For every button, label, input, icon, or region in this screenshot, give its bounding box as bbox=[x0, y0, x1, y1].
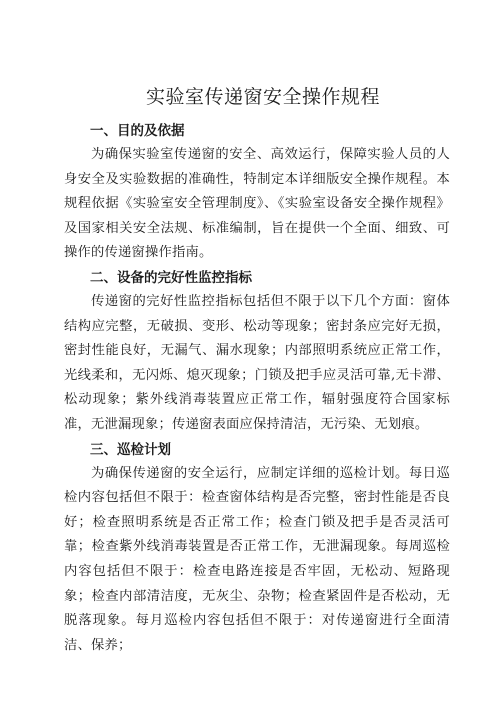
section-body-monitoring: 传递窗的完好性监控指标包括但不限于以下几个方面：窗体结构应完整，无破损、变形、松动等现象；密封条应完好无损，密封性能良好，无漏气、漏水现象；内部照明系统应正常工作，光线柔和，无闪烁、熄灭现象；门锁及把手应灵活可靠,无卡滞、松动现象；紫外线消毒装置应正常工作，辐射强度符合国家标准，无泄漏现象；传递窗表面应保持清洁，无污染、无划痕。 bbox=[64, 293, 450, 432]
section-heading-purpose: 一、目的及依据 bbox=[90, 123, 185, 139]
section-body-inspection: 为确保传递窗的安全运行，应制定详细的巡检计划。每日巡检内容包括但不限于：检查窗体结构是否完整，密封性能是否良好；检查照明系统是否正常工作；检查门锁及把手是否灵活可靠；检查紫外线消毒装置是否正常工作，无泄漏现象。每周巡检内容包括但不限于：检查电路连接是否牢固，无松动、短路现象；检查内部清洁度，无灰尘、杂物；检查紧固件是否松动，无脱落现象。每月巡检内容包括但不限于：对传递窗进行全面清洁、保养； bbox=[64, 465, 450, 653]
section-heading-inspection: 三、巡检计划 bbox=[90, 441, 171, 458]
document-title: 实验室传递窗安全操作规程 bbox=[145, 86, 380, 108]
section-body-purpose: 为确保实验室传递窗的安全、高效运行，保障实验人员的人身安全及实验数据的准确性，特制定本详细版安全操作规程。本规程依据《实验室安全管理制度》、《实验室设备安全操作规程》及国家相关安全法规、标准编制，旨在提供一个全面、细致、可操作的传递窗操作指南。 bbox=[64, 147, 450, 261]
section-heading-monitoring: 二、设备的完好性监控指标 bbox=[90, 269, 252, 286]
